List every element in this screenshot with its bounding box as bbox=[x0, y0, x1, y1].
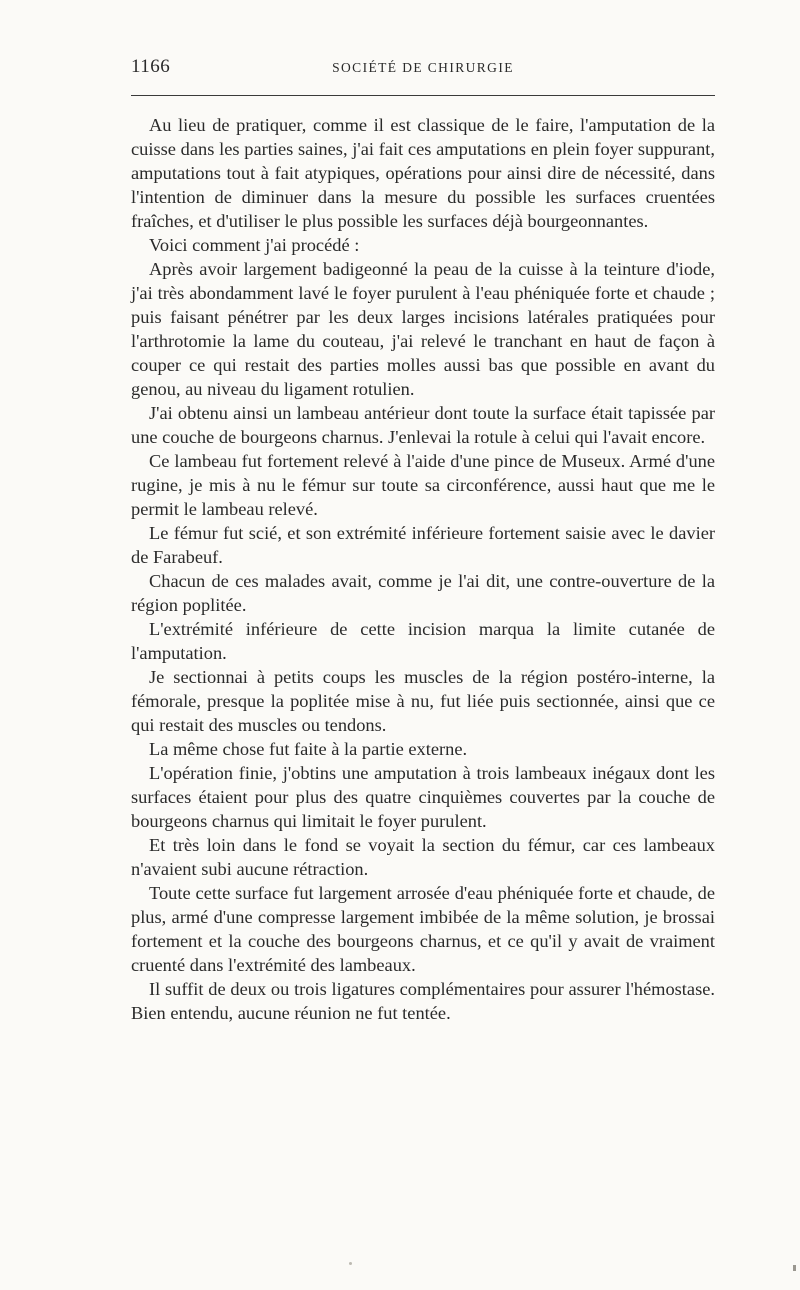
running-head: SOCIÉTÉ DE CHIRURGIE bbox=[332, 60, 514, 75]
paragraph: Voici comment j'ai procédé : bbox=[149, 235, 360, 255]
page-edge-mark bbox=[793, 1265, 796, 1271]
body-text bbox=[131, 113, 715, 1025]
paragraph: Au lieu de pratiquer, comme il est classique de le faire, l'amputation de la cuisse dans les parties saines, j'ai fait ces amputations en plein foyer suppurant, amputations tout à fait atypiques, opérations pour ainsi dire de nécessité, dans l'intention de diminuer dans la mesure du possible les surfaces cruentées fraîches, et d'utiliser le plus possible les surfaces déjà bourgeonnantes. bbox=[131, 115, 715, 231]
paragraph: Ce lambeau fut fortement relevé à l'aide d'une pince de Museux. Armé d'une rugine, je mis à nu le fémur sur toute sa circonférence, aussi haut que me le permit le lambeau relevé. bbox=[131, 451, 715, 519]
paragraph: Il suffit de deux ou trois ligatures complémentaires pour assurer l'hémostase. Bien entendu, aucune réunion ne fut tentée. bbox=[131, 979, 715, 1023]
paragraph: L'extrémité inférieure de cette incision marqua la limite cutanée de l'amputation. bbox=[131, 619, 715, 663]
paragraph: Après avoir largement badigeonné la peau de la cuisse à la teinture d'iode, j'ai très abondamment lavé le foyer purulent à l'eau phéniquée forte et chaude ; puis faisant pénétrer par les deux larges incisions latérales pratiquées pour l'arthrotomie la lame du couteau, j'ai relevé le tranchant en haut de façon à couper ce qui restait des parties molles aussi bas que possible en avant du genou, au niveau du ligament rotulien. bbox=[131, 259, 715, 399]
paragraph: Et très loin dans le fond se voyait la section du fémur, car ces lambeaux n'avaient subi aucune rétraction. bbox=[131, 835, 715, 879]
paragraph: L'opération finie, j'obtins une amputation à trois lambeaux inégaux dont les surfaces étaient pour plus des quatre cinquièmes couvertes par la couche de bourgeons charnus qui limitait le foyer purulent. bbox=[131, 763, 715, 831]
paragraph: Chacun de ces malades avait, comme je l'ai dit, une contre-ouverture de la région poplitée. bbox=[131, 571, 715, 615]
paragraph: J'ai obtenu ainsi un lambeau antérieur dont toute la surface était tapissée par une couche de bourgeons charnus. J'enlevai la rotule à celui qui l'avait encore. bbox=[131, 403, 715, 447]
paragraph: Je sectionnai à petits coups les muscles de la région postéro-interne, la fémorale, presque la poplitée mise à nu, fut liée puis sectionnée, ainsi que ce qui restait des muscles ou tendons. bbox=[131, 667, 715, 735]
page-number: 1166 bbox=[131, 56, 171, 77]
paper-speck bbox=[349, 1262, 352, 1265]
paragraph: Le fémur fut scié, et son extrémité inférieure fortement saisie avec le davier de Farabeuf. bbox=[131, 523, 715, 567]
paragraph: Toute cette surface fut largement arrosée d'eau phéniquée forte et chaude, de plus, armé d'une compresse largement imbibée de la même solution, je brossai fortement et la couche des bourgeons charnus, et ce qu'il y avait de vraiment cruenté dans l'extrémité des lambeaux. bbox=[131, 883, 715, 975]
page-header bbox=[131, 56, 715, 86]
header-rule bbox=[131, 95, 715, 96]
paragraph: La même chose fut faite à la partie externe. bbox=[149, 739, 468, 759]
